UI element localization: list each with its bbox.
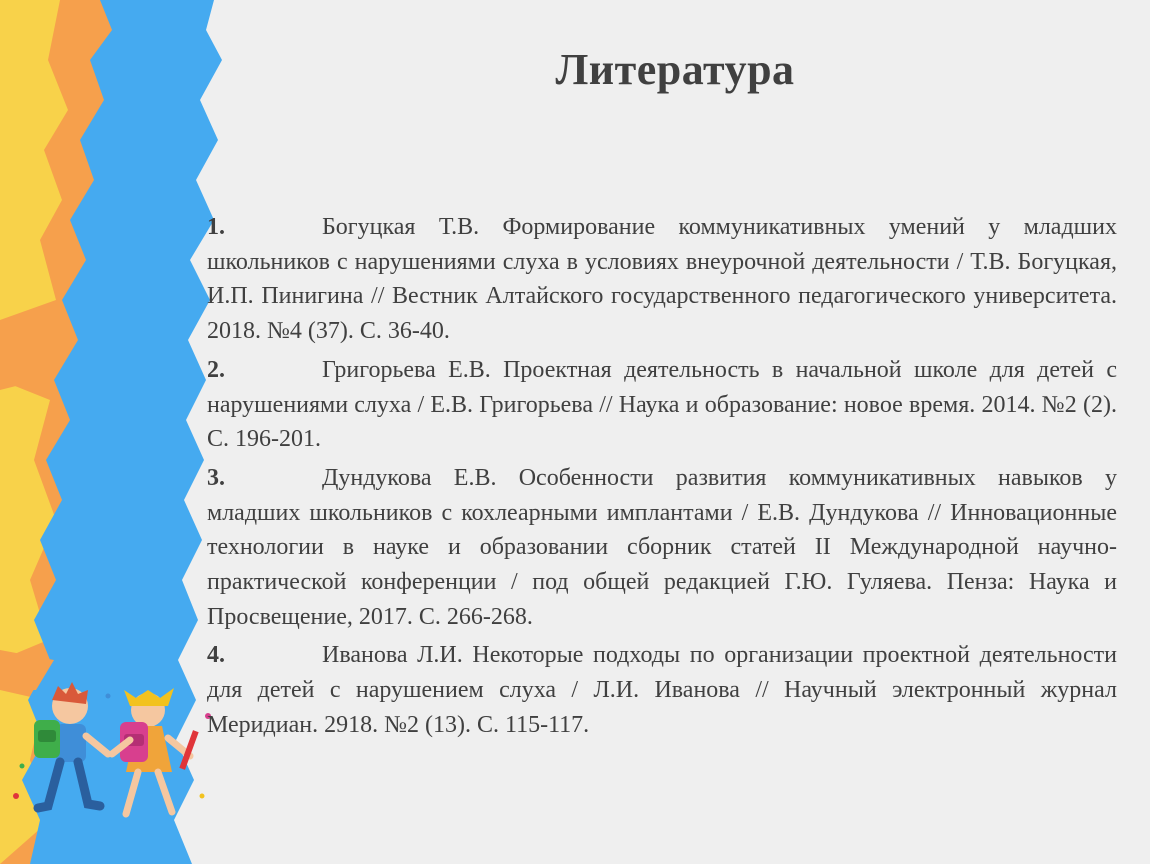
school-children-illustration xyxy=(8,676,218,836)
reference-number: 1. xyxy=(207,214,225,240)
reference-text: Дундукова Е.В. Особенности развития коммуникативных навыков у младших школьников с кохлеарными имплантами / Е.В. Дундукова // Инновационные технологии в науке и образовании сборник статей II Международной научно-практической конференции / под общей редакцией Г.Ю. Гуляева. Пенза: Наука и Просвещение, 2017. С. 266-268. xyxy=(207,464,1117,630)
list-item xyxy=(207,638,1117,742)
list-item xyxy=(207,461,1117,635)
reference-number: 3. xyxy=(207,464,225,491)
page-title: Литература xyxy=(555,45,795,94)
list-item xyxy=(207,353,1117,457)
reference-number: 4. xyxy=(207,642,225,669)
reference-text: Григорьева Е.В. Проектная деятельность в начальной школе для детей с нарушениями слуха / Е.В. Григорьева // Наука и образование: новое время. 2014. №2 (2). С. 196-201. xyxy=(207,356,1117,453)
reference-number: 2. xyxy=(207,356,225,383)
list-item xyxy=(207,210,1117,349)
reference-text: Богуцкая Т.В. Формирование коммуникативных умений у младших школьников с нарушениями слуха в условиях внеурочной деятельности / Т.В. Богуцкая, И.П. Пинигина // Вестник Алтайского государственного педагогического университета. 2018. №4 (37). С. 36-40. xyxy=(207,214,1117,345)
reference-list xyxy=(207,210,1117,747)
reference-text: Иванова Л.И. Некоторые подходы по организации проектной деятельности для детей с нарушением слуха / Л.И. Иванова // Научный электронный журнал Меридиан. 2918. №2 (13). С. 115-117. xyxy=(207,642,1117,738)
